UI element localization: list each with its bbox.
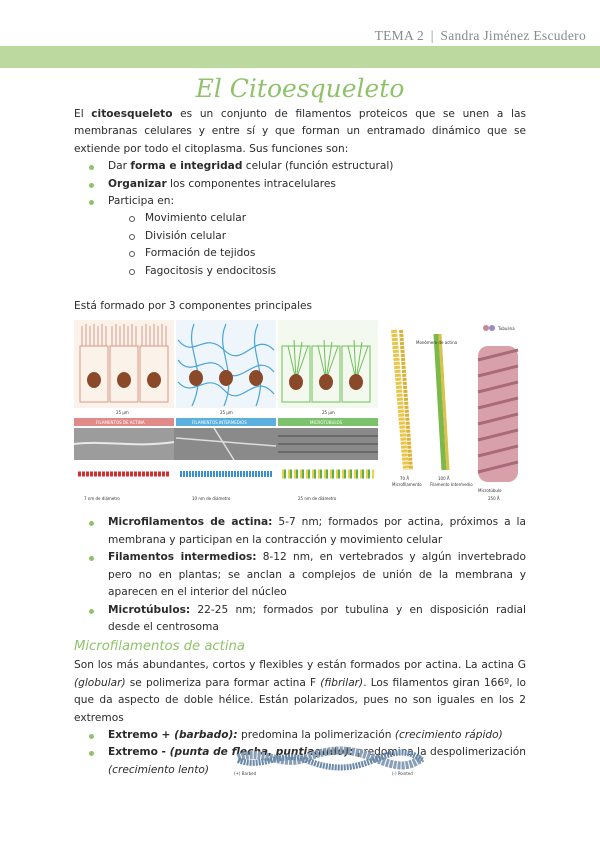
components-list (74, 514, 526, 636)
cytoskeleton-illustration (74, 320, 526, 508)
label-monomer: Monómero de actina (416, 340, 458, 346)
extremo-item: Extremo - (punta de flecha, puntiagudo): predomina la despolimerización (crecimiento lento) (74, 744, 526, 779)
page-header (375, 28, 586, 44)
scale-microtubules: 25 μm (322, 410, 335, 416)
header-author: Sandra Jiménez Escudero (440, 28, 586, 43)
label-tubulina: Tubulina (498, 326, 515, 332)
participa-item: Formación de tejidos (74, 245, 526, 262)
microfilament-structure (394, 330, 411, 470)
microtubule-structure (478, 325, 518, 482)
label-microfilament: Microfilamento (392, 482, 422, 488)
label-microtubules: MICROTÚBULOS (310, 420, 343, 426)
measure-70: 70 Å (400, 476, 410, 482)
actin-helix-figure (232, 744, 428, 778)
component-item: Filamentos intermedios: 8-12 nm, en vertebrados y algún invertebrado pero no en plantas; se anclan a complejos de unión de la membrana y aparecen en el interior del núcleo (74, 549, 526, 601)
helix-pointed-label: (-) Pointed (392, 771, 413, 776)
diameter-intermediate: 10 nm de diámetro (192, 496, 231, 502)
functions-list (74, 158, 526, 280)
components-intro: Está formado por 3 componentes principales (74, 300, 313, 313)
diameter-actin: 7 nm de diámetro (84, 496, 120, 502)
label-filament-intermedio: Filamento Intermedio (430, 482, 473, 488)
function-item: Participa en: (74, 193, 526, 210)
participa-item: Movimiento celular (74, 210, 526, 227)
intermediate-structure (436, 334, 448, 470)
cytoskeleton-figure (74, 320, 526, 508)
component-item: Microfilamentos de actina: 5-7 nm; formados por actina, próximos a la membrana y participan en la contracción y movimiento celular (74, 514, 526, 549)
document-body (74, 106, 526, 779)
participa-item: Fagocitosis y endocitosis (74, 263, 526, 280)
actina-paragraph: Son los más abundantes, cortos y flexibles y están formados por actina. La actina G (globular) se polimeriza para formar actina F (fibrilar). Los filamentos giran 166º, lo que da aspecto de doble hélice. Están polarizados, pues no son iguales en los 2 extremos (74, 659, 526, 724)
scale-intermediate: 25 μm (220, 410, 233, 416)
header-accent-bar (0, 46, 600, 68)
cells-actin (74, 320, 174, 408)
measure-250: 250 Å (488, 496, 500, 502)
component-item: Microtúbulos: 22-25 nm; formados por tubulina y en disposición radial desde el centrosoma (74, 602, 526, 637)
intro-paragraph: El citoesqueleto es un conjunto de filamentos proteicos que se unen a las membranas celulares y entre sí y que forman un entramado dinámico que se extiende por todo el citoplasma. Sus funciones son: (74, 108, 526, 155)
intro-term: citoesqueleto (91, 108, 173, 120)
function-item: Dar forma e integridad celular (función estructural) (74, 158, 526, 175)
page-title: El Citoesqueleto (195, 74, 405, 103)
cells-intermediate (176, 320, 276, 408)
section-title: Microfilamentos de actina (74, 639, 245, 655)
participa-item: División celular (74, 228, 526, 245)
label-intermediate: FILAMENTOS INTERMEDIOS (192, 420, 247, 426)
helix-barbed-label: (+) Barbed (234, 771, 257, 776)
label-actin: FILAMENTOS DE ACTINA (96, 420, 145, 426)
header-separator: | (430, 28, 434, 43)
header-tema: TEMA 2 (374, 28, 424, 43)
function-item: Organizar los componentes intracelulares (74, 176, 526, 193)
measure-100: 100 Å (438, 476, 450, 482)
label-microtubulo: Microtúbulo (478, 488, 502, 494)
diameter-microtubules: 25 nm de diámetro (298, 496, 337, 502)
extremo-item: Extremo + (barbado): predomina la polimerización (crecimiento rápido) (74, 727, 526, 744)
cells-microtubules (278, 320, 378, 408)
scale-actin: 25 μm (116, 410, 129, 416)
